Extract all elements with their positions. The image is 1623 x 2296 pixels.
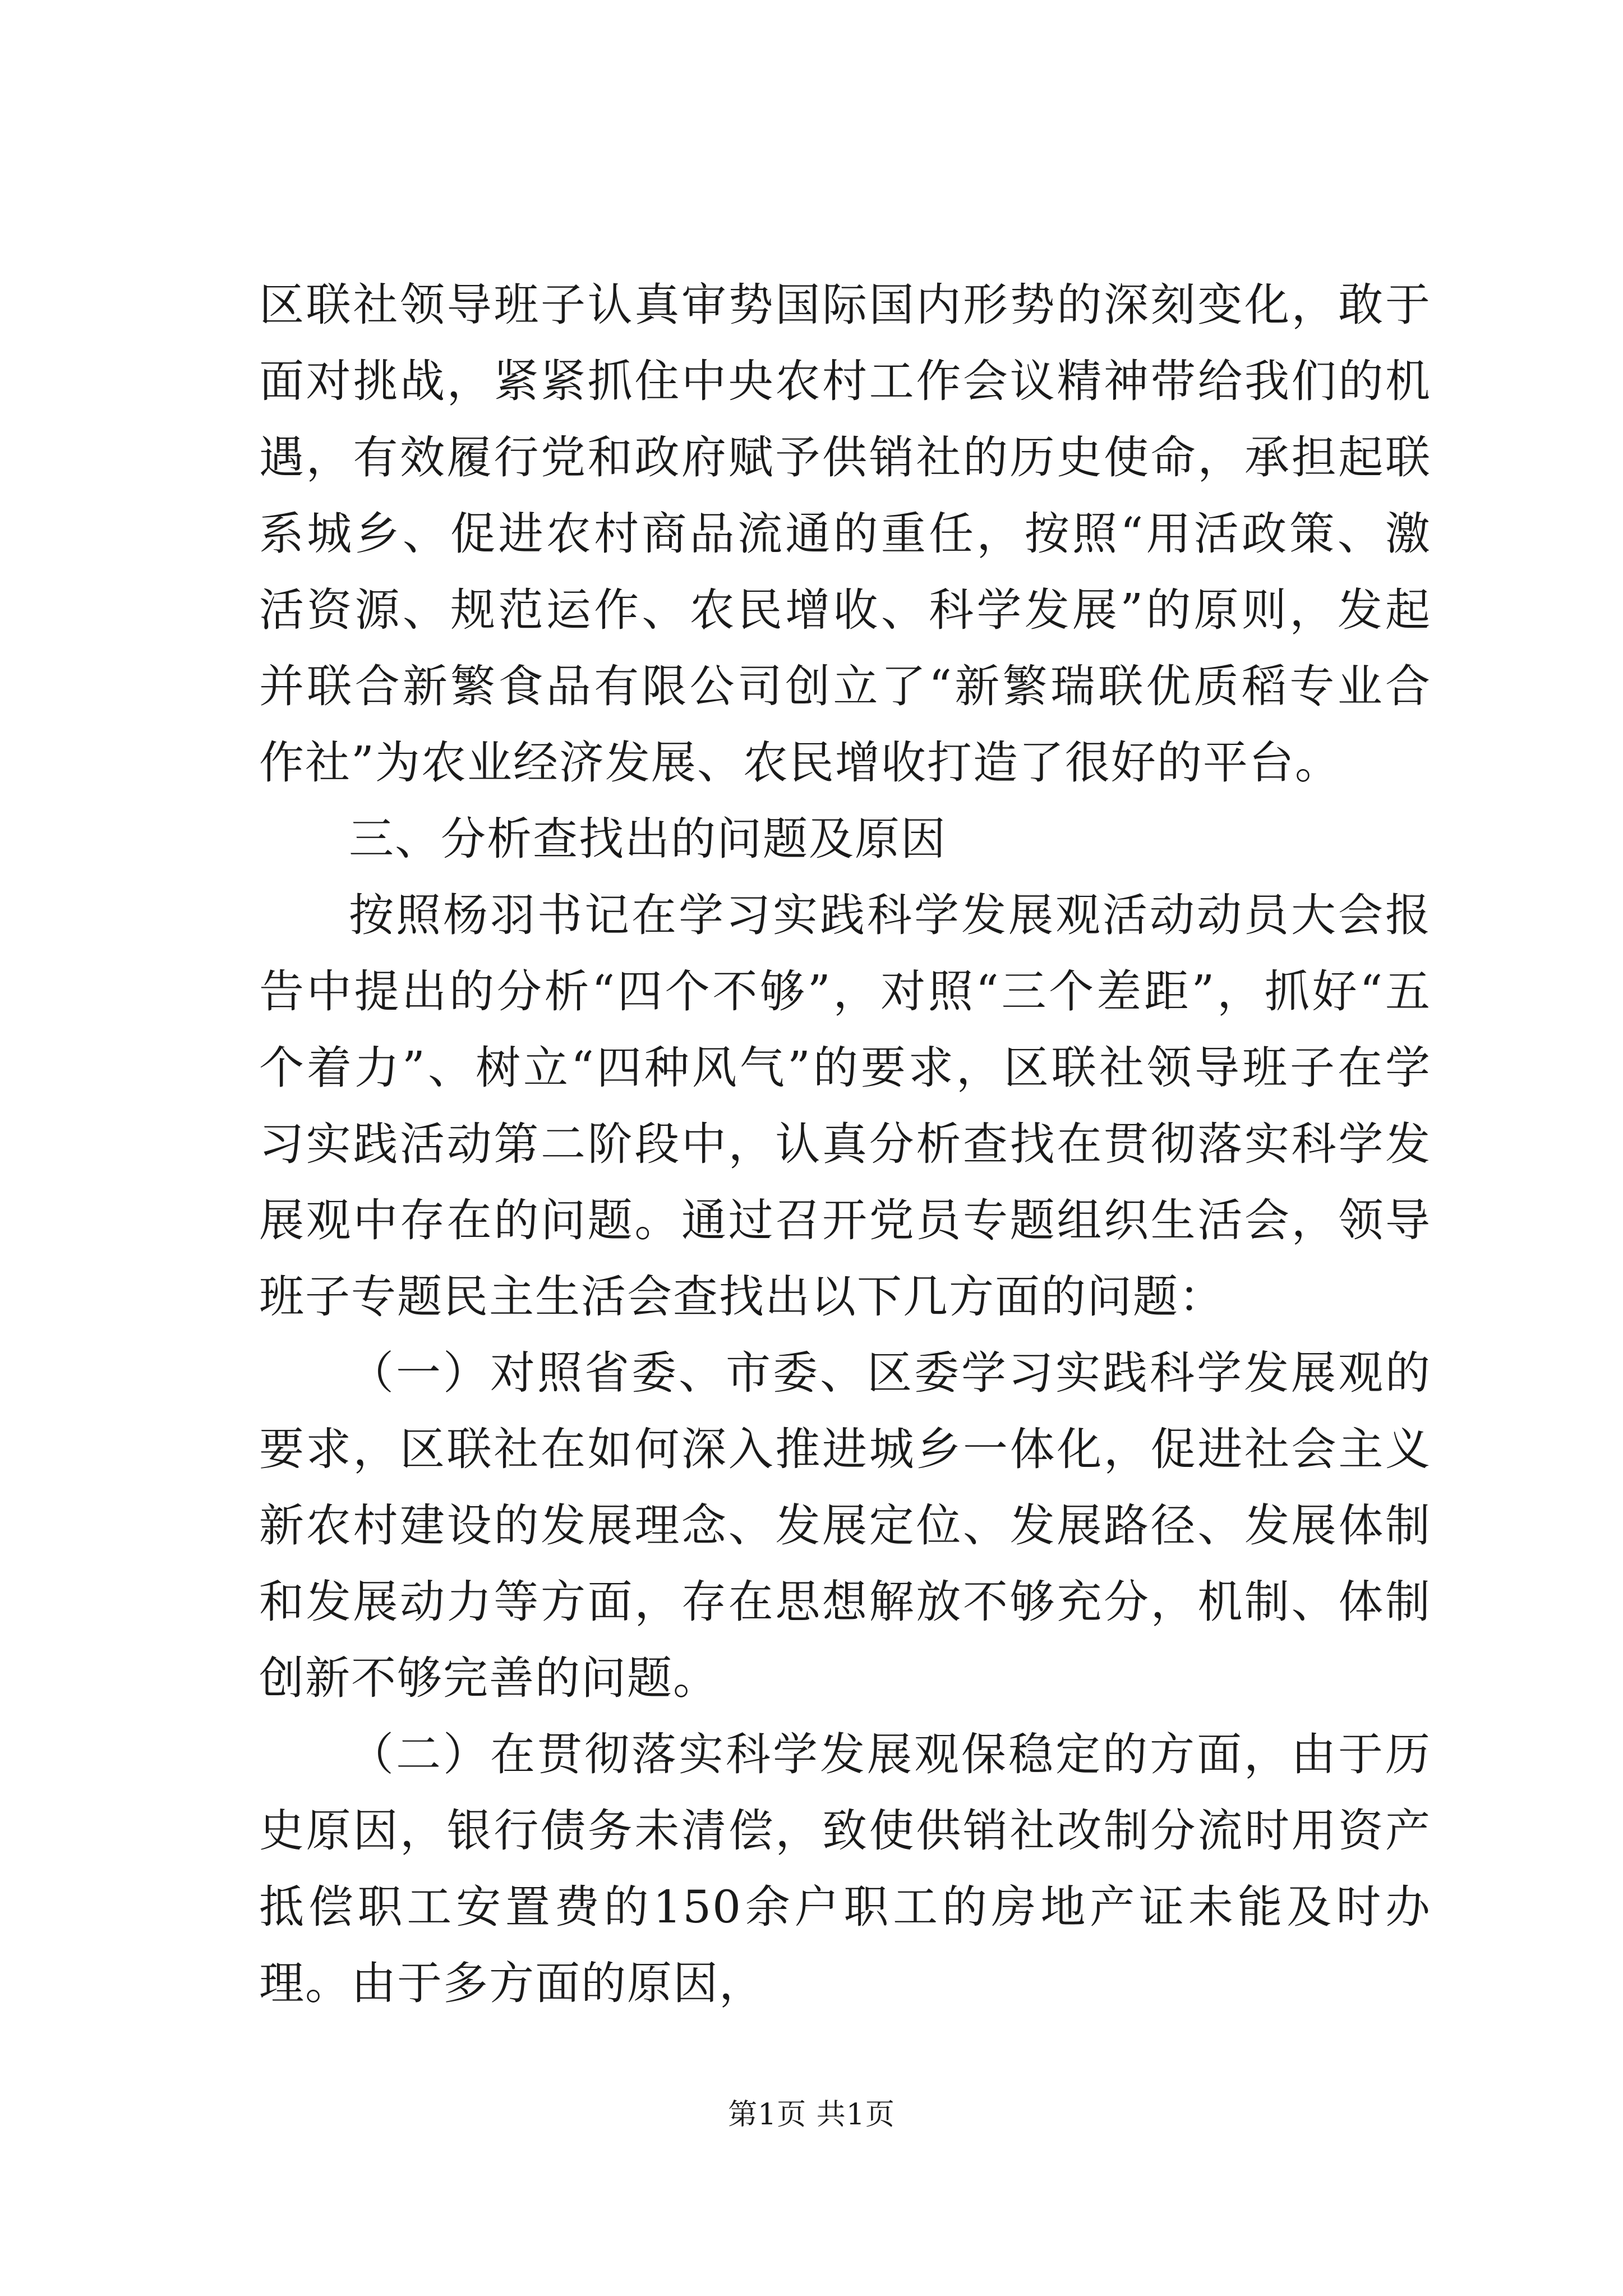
page-footer: 第1页 共1页 bbox=[728, 2098, 895, 2132]
document-body bbox=[259, 267, 1431, 2022]
paragraph-intro: 区联社领导班子认真审势国际国内形势的深刻变化，敢于面对挑战，紧紧抓住中央农村工作会议精神带给我们的机遇，有效履行党和政府赋予供销社的历史使命，承担起联系城乡、促进农村商品流通的重任，按照“用活政策、激活资源、规范运作、农民增收、科学发展”的原则，发起并联合新繁食品有限公司创立了“新繁瑞联优质稻专业合作社”为农业经济发展、农民增收打造了很好的平台。 bbox=[259, 279, 1431, 789]
paragraph-analysis: 按照杨羽书记在学习实践科学发展观活动动员大会报告中提出的分析“四个不够”，对照“三个差距”，抓好“五个着力”、树立“四种风气”的要求，区联社领导班子在学习实践活动第二阶段中，认真分析查找在贯彻落实科学发展观中存在的问题。通过召开党员专题组织生活会，领导班子专题民主生活会查找出以下几方面的问题： bbox=[259, 889, 1431, 1323]
paragraph-problem-one: （一）对照省委、市委、区委学习实践科学发展观的要求，区联社在如何深入推进城乡一体化，促进社会主义新农村建设的发展理念、发展定位、发展路径、发展体制和发展动力等方面，存在思想解放不够充分，机制、体制创新不够完善的问题。 bbox=[259, 1347, 1431, 1704]
paragraph-problem-two: （二）在贯彻落实科学发展观保稳定的方面，由于历史原因，银行债务未清偿，致使供销社改制分流时用资产抵偿职工安置费的150余户职工的房地产证未能及时办理。由于多方面的原因， bbox=[259, 1728, 1431, 2009]
section-heading-problems: 三、分析查找出的问题及原因 bbox=[349, 813, 947, 865]
